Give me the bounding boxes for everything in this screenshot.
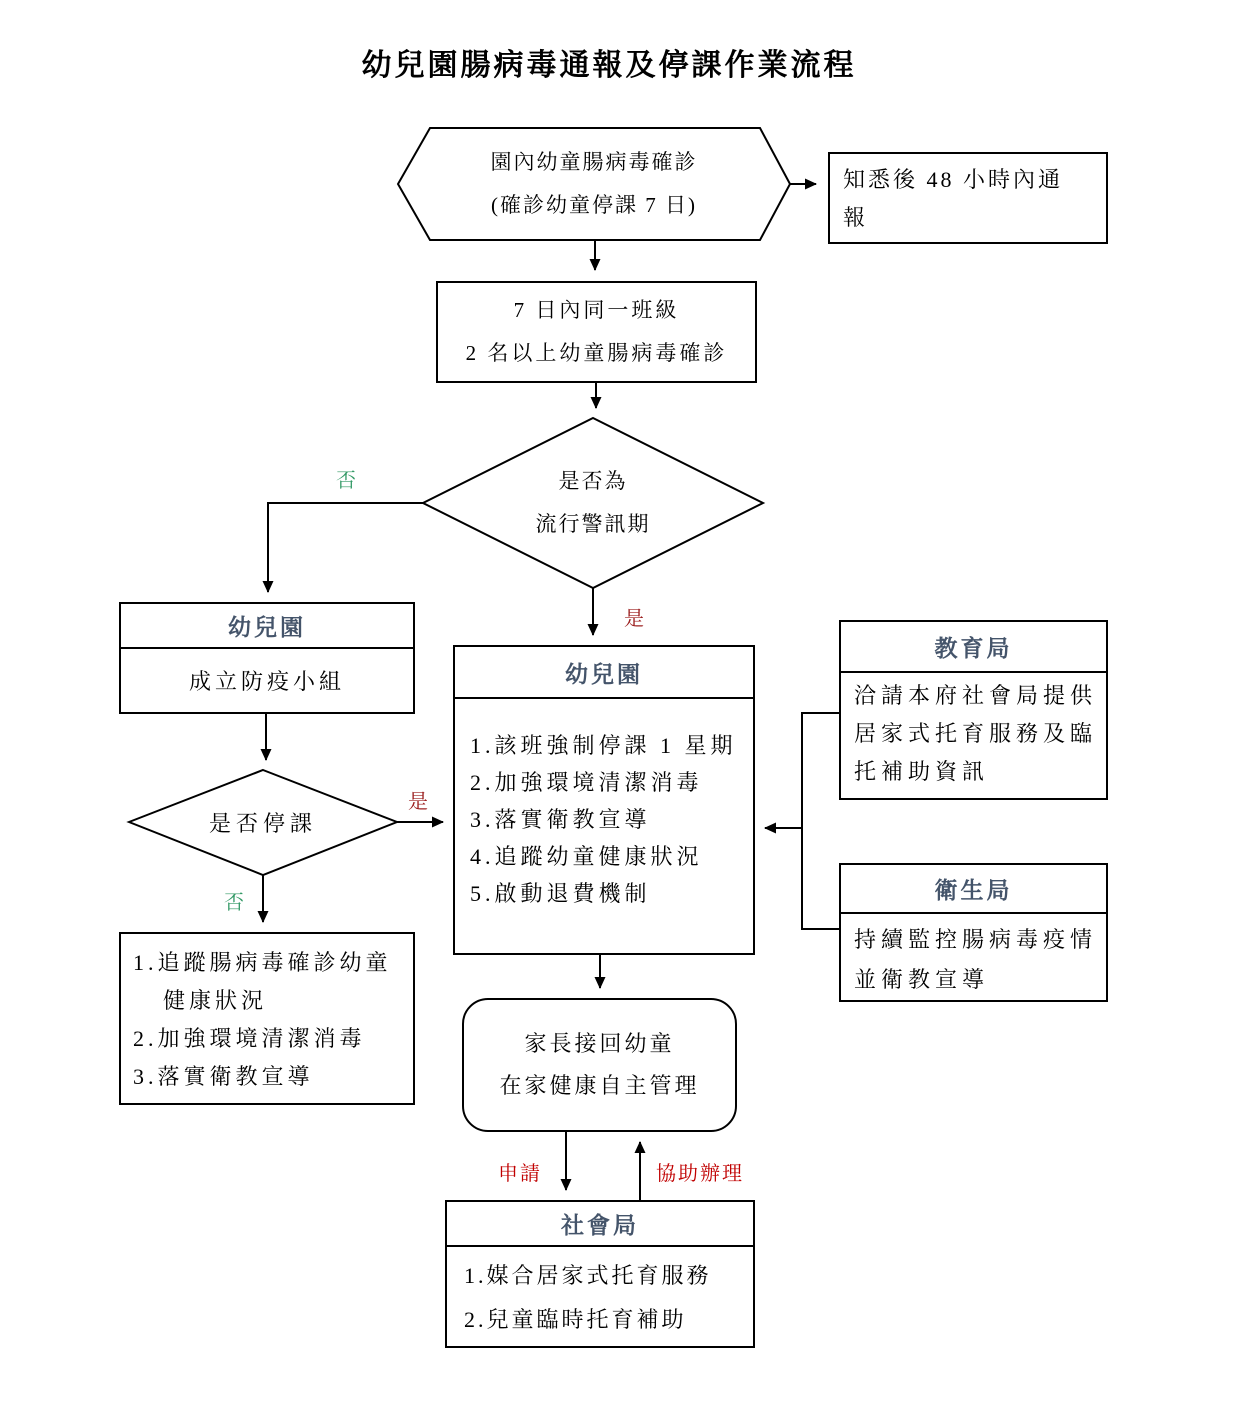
text-line: 3.落實衛教宣導 <box>470 807 651 832</box>
label-apply: 申請 <box>498 1163 542 1185</box>
text-line: 流行警訊期 <box>535 512 651 536</box>
education-bureau-box <box>839 620 1108 800</box>
health-bureau-header: 衛生局 <box>841 865 1106 914</box>
text-line: 2.加強環境清潔消毒 <box>470 770 703 795</box>
text-line: 2 名以上幼童腸病毒確診 <box>465 341 728 365</box>
no-suspension-actions-text <box>121 934 413 1096</box>
text-line: 居家式托育服務及臨 <box>854 721 1098 746</box>
class-suspension-decision-label: 是否停課 <box>208 811 317 836</box>
class-suspension-decision-node <box>129 770 397 875</box>
text-line: 1.媒合居家式托育服務 <box>464 1263 712 1288</box>
label-no-alert: 否 <box>336 470 358 492</box>
health-bureau-text <box>841 914 1106 1000</box>
social-bureau-box <box>445 1200 755 1348</box>
text-line: 2.兒童臨時托育補助 <box>464 1307 687 1332</box>
text-line: 在家健康自主管理 <box>499 1073 700 1098</box>
text-line: 7 日內同一班級 <box>513 298 680 322</box>
social-bureau-list <box>447 1247 753 1342</box>
text-line: (確診幼童停課 7 日) <box>491 193 697 217</box>
notify-48h-box <box>828 152 1108 244</box>
kindergarten-no-branch-box <box>119 602 415 714</box>
kindergarten-no-branch-header: 幼兒園 <box>121 604 413 649</box>
text-line: 持續監控腸病毒疫情 <box>854 927 1098 952</box>
text-line: 園內幼童腸病毒確診 <box>490 150 698 174</box>
text-line: 並衛教宣導 <box>854 967 990 992</box>
two-cases-same-class-text <box>438 283 755 381</box>
social-bureau-header: 社會局 <box>447 1202 753 1247</box>
kindergarten-no-branch-body: 成立防疫小組 <box>188 669 345 694</box>
label-assist: 協助辦理 <box>656 1163 744 1185</box>
kindergarten-yes-branch-list <box>455 699 753 912</box>
epidemic-alert-decision-node <box>423 418 763 588</box>
text-line: 1.該班強制停課 1 星期 <box>470 733 737 758</box>
text-line: 健康狀況 <box>163 988 268 1013</box>
kindergarten-yes-branch-header: 幼兒園 <box>455 647 753 699</box>
bracket-bureaus <box>802 713 839 929</box>
text-line: 托補助資訊 <box>854 759 990 784</box>
text-line: 1.追蹤腸病毒確診幼童 <box>133 950 392 975</box>
label-no-suspend: 否 <box>224 892 246 914</box>
confirmed-case-node <box>398 128 790 240</box>
education-bureau-header: 教育局 <box>841 622 1106 673</box>
label-yes-suspend: 是 <box>408 791 430 813</box>
no-suspension-actions-box <box>119 932 415 1105</box>
text-line: 3.落實衛教宣導 <box>133 1064 314 1089</box>
text-line: 2.加強環境清潔消毒 <box>133 1026 366 1051</box>
two-cases-same-class-box <box>436 281 757 383</box>
text-line: 洽請本府社會局提供 <box>854 683 1098 708</box>
page-title: 幼兒園腸病毒通報及停課作業流程 <box>361 49 857 82</box>
education-bureau-text <box>841 673 1106 791</box>
parents-pickup-box <box>462 998 737 1132</box>
kindergarten-yes-branch-box <box>453 645 755 955</box>
notify-48h-text <box>830 154 1106 237</box>
text-line: 知悉後 48 小時內通 <box>843 167 1064 192</box>
label-yes-alert: 是 <box>624 608 646 630</box>
text-line: 4.追蹤幼童健康狀況 <box>470 844 703 869</box>
arrow-no-to-kindergarten-left <box>268 503 423 592</box>
text-line: 報 <box>843 205 869 230</box>
text-line: 是否為 <box>558 469 628 493</box>
parents-pickup-text <box>464 1000 735 1130</box>
text-line: 5.啟動退費機制 <box>470 881 651 906</box>
health-bureau-box <box>839 863 1108 1002</box>
text-line: 家長接回幼童 <box>524 1031 675 1056</box>
